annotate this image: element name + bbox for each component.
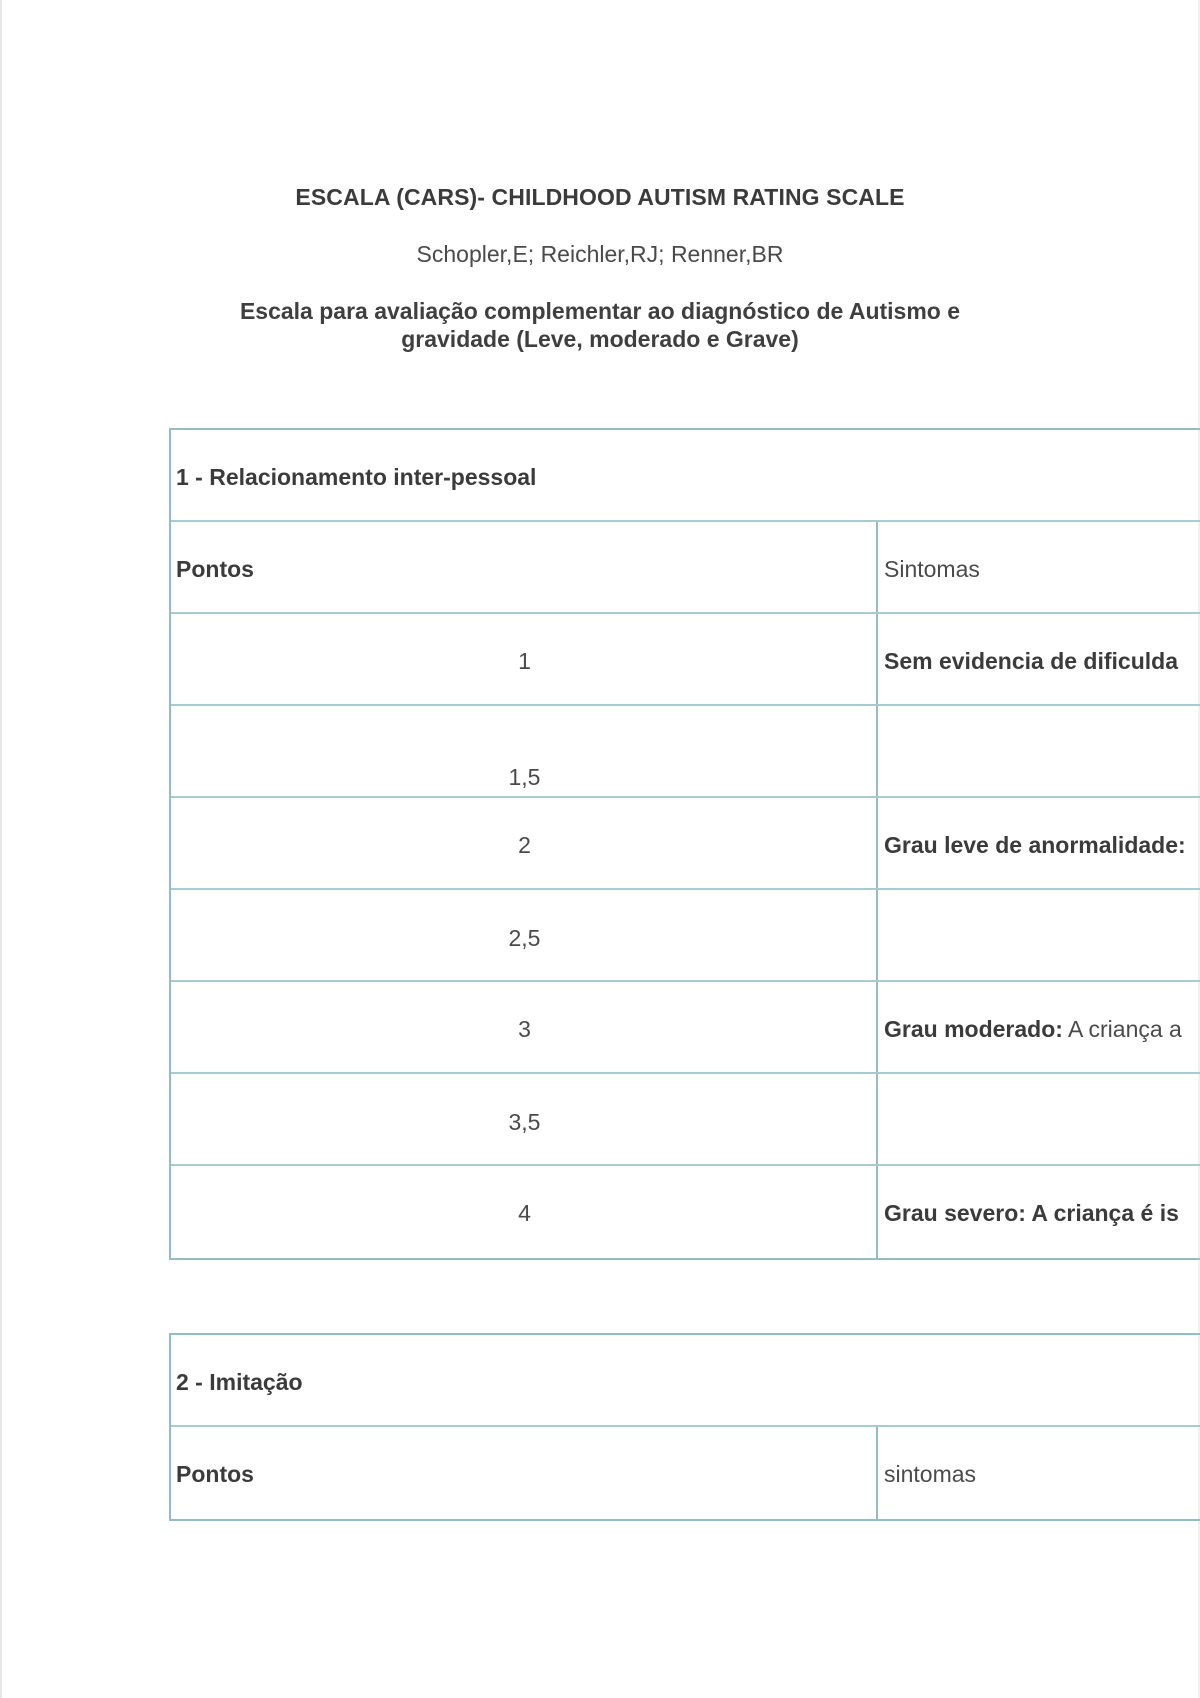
score-value: 4 bbox=[518, 1200, 531, 1226]
header-points: Pontos bbox=[176, 556, 254, 582]
subtitle-line-1: Escala para avaliação complementar ao diagnóstico de Autismo e bbox=[239, 298, 961, 324]
table-row bbox=[171, 1074, 1200, 1166]
section-1-table bbox=[169, 428, 1200, 1260]
symptom-cell bbox=[878, 798, 1200, 888]
score-value: 2 bbox=[518, 832, 531, 858]
score-cell bbox=[171, 1166, 878, 1258]
table-row bbox=[171, 1166, 1200, 1258]
section-1-header-row bbox=[171, 522, 1200, 614]
table-row bbox=[171, 982, 1200, 1074]
score-cell bbox=[171, 798, 878, 888]
header-symptoms-cell bbox=[878, 1427, 1200, 1519]
score-value: 3,5 bbox=[508, 1109, 541, 1135]
section-1-title-row bbox=[171, 430, 1200, 522]
score-cell bbox=[171, 1074, 878, 1164]
symptom-text bbox=[884, 648, 1178, 675]
symptom-cell bbox=[878, 890, 1200, 980]
symptom-text bbox=[884, 832, 1186, 859]
score-value: 3 bbox=[518, 1016, 531, 1042]
section-2-title-row bbox=[171, 1335, 1200, 1427]
header-symptoms: sintomas bbox=[884, 1461, 977, 1487]
section-1-title: 1 - Relacionamento inter-pessoal bbox=[176, 464, 537, 490]
header-points-cell bbox=[171, 522, 878, 612]
score-cell bbox=[171, 982, 878, 1072]
score-cell bbox=[171, 706, 878, 796]
symptom-text bbox=[884, 1200, 1179, 1227]
symptom-cell bbox=[878, 982, 1200, 1072]
header-symptoms-cell bbox=[878, 522, 1200, 612]
section-2-title: 2 - Imitação bbox=[176, 1369, 303, 1395]
symptom-text bbox=[884, 1016, 1182, 1043]
table-row bbox=[171, 798, 1200, 890]
score-value: 1 bbox=[518, 648, 531, 674]
symptom-bold: Sem evidencia de dificulda bbox=[884, 648, 1178, 674]
symptom-bold: Grau leve de anormalidade: bbox=[884, 832, 1186, 858]
section-2-table bbox=[169, 1333, 1200, 1521]
header-symptoms: Sintomas bbox=[884, 556, 980, 582]
symptom-bold: Grau moderado: bbox=[884, 1016, 1063, 1042]
score-cell bbox=[171, 614, 878, 704]
symptom-cell bbox=[878, 1074, 1200, 1164]
header-points-cell bbox=[171, 1427, 878, 1519]
score-value: 1,5 bbox=[508, 764, 541, 790]
score-cell bbox=[171, 890, 878, 980]
symptom-rest: A criança a bbox=[1062, 1016, 1182, 1042]
document-subtitle bbox=[200, 297, 1000, 353]
symptom-bold: Grau severo: A criança é is bbox=[884, 1200, 1179, 1226]
document-authors: Schopler,E; Reichler,RJ; Renner,BR bbox=[416, 241, 784, 267]
symptom-cell bbox=[878, 1166, 1200, 1258]
symptom-cell bbox=[878, 706, 1200, 796]
table-row bbox=[171, 614, 1200, 706]
symptom-cell bbox=[878, 614, 1200, 704]
document-title: ESCALA (CARS)- CHILDHOOD AUTISM RATING SCALE bbox=[295, 184, 905, 210]
table-row bbox=[171, 890, 1200, 982]
score-value: 2,5 bbox=[508, 925, 541, 951]
section-2-header-row bbox=[171, 1427, 1200, 1519]
table-row bbox=[171, 706, 1200, 798]
subtitle-line-2: gravidade (Leve, moderado e Grave) bbox=[401, 326, 799, 352]
header-points: Pontos bbox=[176, 1461, 254, 1487]
